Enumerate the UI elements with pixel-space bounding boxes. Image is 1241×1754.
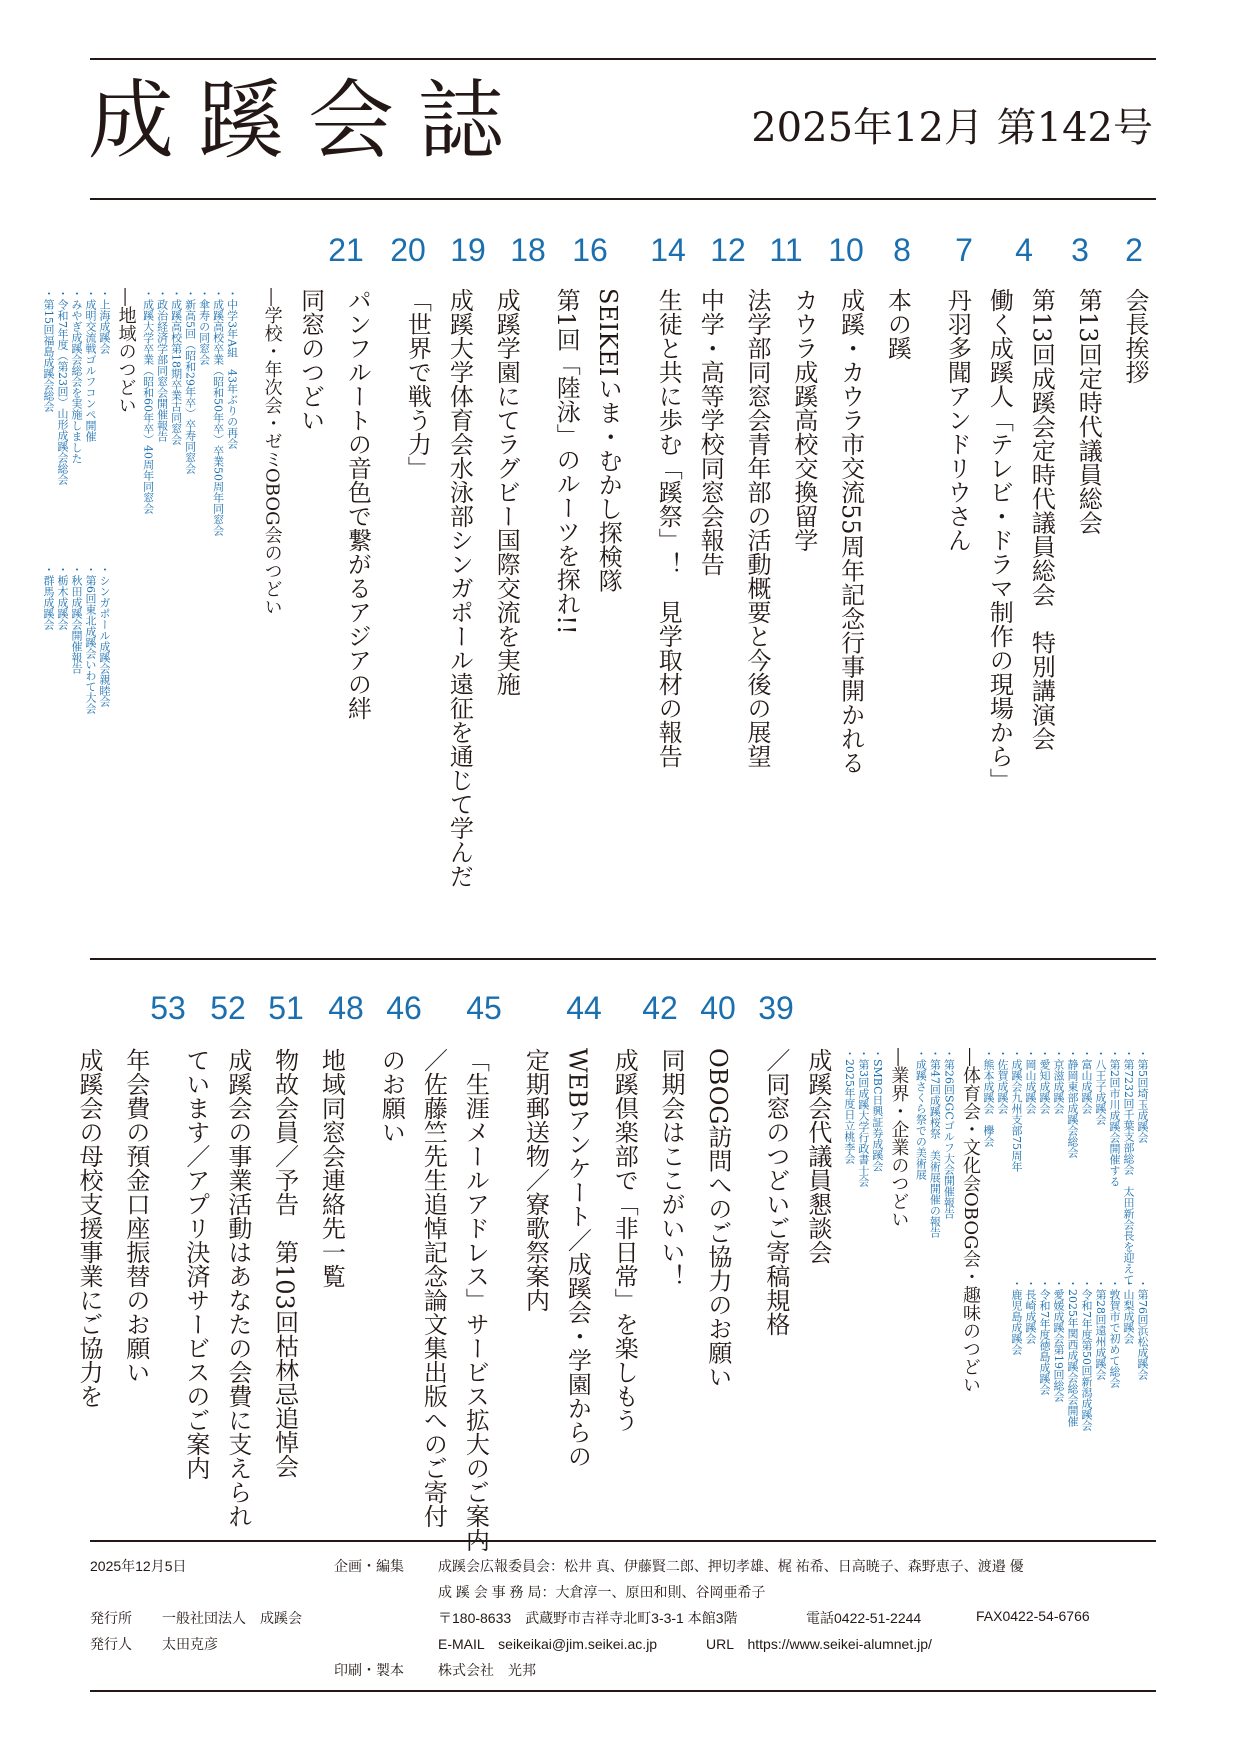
entry-line: OBOG訪問へのご協力のお願い (703, 1048, 732, 1389)
entry-line: WEBアンケート／成蹊会・学園からの (563, 1048, 592, 1468)
sub-item[interactable]: ・八王子成蹊会 (1094, 1048, 1107, 1125)
page-number[interactable]: 46 (386, 990, 422, 1026)
entry-line: ています／アプリ決済サービスのご案内 (181, 1048, 210, 1480)
page-number[interactable]: 48 (328, 990, 364, 1026)
sub-item[interactable]: ・2025年度日立桃李会 (842, 1048, 856, 1164)
sub-item[interactable]: ・成蹊大学卒業（昭和60年卒）40周年同窓会 (141, 288, 155, 514)
sub-item[interactable]: ・シンガポール成蹊会親睦会 (98, 564, 112, 707)
toc-entry[interactable] (883, 288, 912, 948)
sub-list (842, 1048, 884, 1518)
sub-item[interactable]: ・秋田成蹊会開催報告 (70, 564, 84, 674)
entry-line: パンフルートの音色で繋がるアジアの絆 (343, 288, 372, 720)
sub-item[interactable]: ・成蹊高校卒業（昭和50年卒）卒業50周年同窓会 (211, 288, 225, 536)
entry-line: 成蹊大学体育会水泳部シンガポール遠征を通じて学んだ (445, 288, 474, 888)
publisher: 一般社団法人 成蹊会 (162, 1610, 302, 1626)
page-number[interactable]: 7 (955, 232, 973, 268)
entry-line: 成蹊学園にてラグビー国際交流を実施 (492, 288, 521, 696)
sub-list (981, 1278, 1149, 1431)
toc-entry[interactable] (270, 1048, 299, 1518)
printer: 株式会社 光邦 (438, 1662, 536, 1678)
toc-entry[interactable] (317, 1048, 346, 1518)
entry-line: のお願い (377, 1048, 406, 1144)
page-number[interactable]: 42 (642, 990, 678, 1026)
page-number[interactable]: 40 (700, 990, 736, 1026)
top-page-numbers (0, 234, 1241, 274)
entry-line: 丹羽多聞アンドリウさん (943, 288, 972, 552)
toc-entry[interactable] (742, 288, 771, 948)
sub-item[interactable]: ・令和7年度第50回新潟成蹊会 (1080, 1278, 1093, 1431)
page-number[interactable]: 14 (650, 232, 686, 268)
sub-item[interactable]: ・成蹊さくら祭での美術展 (914, 1048, 928, 1180)
toc-entry-group[interactable] (363, 1048, 490, 1552)
url-link[interactable]: URL https://www.seikei-alumnet.jp/ (706, 1636, 932, 1652)
page-number[interactable]: 44 (566, 990, 602, 1026)
masthead-title: 成蹊会誌 (88, 71, 528, 171)
sub-item[interactable]: ・新高5回（昭和29年卒）卒寿同窓会 (183, 288, 197, 474)
fax: FAX0422-54-6766 (976, 1608, 1090, 1624)
sub-item[interactable]: ・第76回浜松成蹊会 (1136, 1278, 1149, 1380)
entry-line: 定期郵送物／寮歌祭案内 (521, 1048, 550, 1312)
entry-line: 成蹊倶楽部で「非日常」を楽しもう (610, 1048, 639, 1432)
sub-list (41, 564, 111, 714)
sub-item[interactable]: ・佐賀成蹊会 (996, 1048, 1009, 1114)
page-number[interactable]: 2 (1125, 232, 1143, 268)
page-number[interactable]: 8 (893, 232, 911, 268)
sub-item[interactable]: ・上海成蹊会 (98, 288, 112, 354)
sub-heading: ―地域のつどい (115, 288, 137, 414)
sub-item[interactable]: ・第28回遠州成蹊会 (1094, 1278, 1107, 1380)
page-number[interactable]: 3 (1071, 232, 1089, 268)
entry-line: ／同窓のつどいご寄稿規格 (761, 1048, 790, 1336)
sub-item[interactable]: ・2025年関西成蹊会総会開催 (1066, 1278, 1079, 1427)
sub-item[interactable]: ・政治経済学部同窓会開催報告 (155, 288, 169, 442)
sub-item[interactable]: ・静岡東部成蹊会総会 (1066, 1048, 1079, 1158)
sub-heading: ―業界・企業のつどい (888, 1048, 910, 1228)
sub-list (913, 1048, 955, 1518)
toc-entry[interactable] (609, 1048, 638, 1518)
publish-date: 2025年12月5日 (90, 1558, 187, 1574)
page-number[interactable]: 10 (828, 232, 864, 268)
entry-line: SEIKEIいま・むかし探検隊 (594, 288, 623, 593)
sub-item[interactable]: ・栃木成蹊会 (56, 564, 70, 630)
sub-item[interactable]: ・第7232回千葉支部総会 太田新会長を迎えて (1122, 1048, 1135, 1285)
sub-list (41, 288, 111, 548)
page-number[interactable]: 16 (572, 232, 608, 268)
toc-entry[interactable] (1120, 288, 1149, 948)
entry-line: 第13回定時代議員総会 (1074, 288, 1103, 535)
entry-line: 成蹊会の事業活動はあなたの会費に支えられ (223, 1048, 252, 1528)
sub-columns (41, 288, 111, 948)
toc-entry-group[interactable] (507, 1048, 591, 1518)
sub-item[interactable]: ・成蹊会九州支部75周年 (1010, 1048, 1023, 1172)
middle-rule (90, 958, 1156, 960)
entry-line: 中学・高等学校同窓会報告 (696, 288, 725, 576)
entry-line: 成蹊・カウラ市交流55周年記念行事開かれる (836, 288, 865, 775)
sub-item[interactable]: ・愛知成蹊会 (1038, 1048, 1051, 1114)
editorial-committee: 成蹊会広報委員会：松井 真、伊藤賢二郎、押切孝雄、梶 祐希、日高暁子、森野恵子、渡邉 優 (438, 1558, 1024, 1574)
email-link[interactable]: E-MAIL seikeikai@jim.seikei.ac.jp (438, 1636, 658, 1652)
toc-entry-group[interactable] (538, 288, 622, 948)
page-number[interactable]: 51 (268, 990, 304, 1026)
page-number[interactable]: 39 (758, 990, 794, 1026)
publisher-label: 発行所 (90, 1610, 132, 1626)
entry-line: 会長挨拶 (1121, 288, 1149, 384)
toc-entry-group[interactable] (253, 288, 325, 948)
page-number[interactable]: 45 (466, 990, 502, 1026)
sub-item[interactable]: ・令和7年度（第23回）山形成蹊会総会 (56, 288, 70, 485)
sub-item[interactable]: ・群馬成蹊会 (42, 564, 56, 630)
entry-line: 働く成蹊人「テレビ・ドラマ制作の現場から」 (985, 288, 1014, 792)
sub-columns (981, 1048, 1149, 1518)
toc-entry[interactable] (789, 288, 818, 948)
toc-bottom-columns (75, 1048, 1149, 1552)
page-number[interactable]: 12 (710, 232, 746, 268)
sub-item[interactable]: ・第26回SGCゴルフ大会開催報告 (942, 1048, 956, 1219)
printing-label: 印刷・製本 (334, 1662, 404, 1678)
toc-entry-group[interactable] (168, 1048, 252, 1528)
sub-item[interactable]: ・京滋成蹊会 (1052, 1048, 1065, 1114)
editing-label: 企画・編集 (334, 1558, 404, 1574)
page-number[interactable]: 52 (210, 990, 246, 1026)
entry-line: ／佐藤竺先生追悼記念論文集出版へのご寄付 (419, 1048, 448, 1528)
entry-line: 地域同窓会連絡先一覧 (317, 1048, 346, 1288)
entry-line: 物故会員／予告 第103回枯林忌追悼会 (270, 1048, 299, 1478)
entry-line: 第13回成蹊会定時代議員総会 特別講演会 (1027, 288, 1056, 751)
issuer-label: 発行人 (90, 1636, 132, 1652)
phone: 電話0422-51-2244 (806, 1610, 922, 1626)
sub-item[interactable]: ・第5回埼玉成蹊会 (1136, 1048, 1149, 1143)
toc-entry[interactable] (703, 1048, 732, 1518)
page-number[interactable]: 19 (450, 232, 486, 268)
sub-item[interactable]: ・長崎成蹊会 (1024, 1278, 1037, 1344)
sub-item[interactable]: ・第6回東北成蹊会いわて大会 (84, 564, 98, 714)
sub-item[interactable]: ・愛媛成蹊会第19回総会 (1052, 1278, 1065, 1402)
toc-entry[interactable] (656, 1048, 685, 1518)
toc-top-columns (42, 288, 1149, 948)
toc-entry-group[interactable] (640, 288, 724, 948)
sub-item[interactable]: ・鹿児島成蹊会 (1010, 1278, 1023, 1355)
toc-entry-group[interactable] (929, 288, 1055, 948)
colophon (90, 1548, 1156, 1722)
entry-line: 法学部同窓会青年部の活動概要と今後の展望 (743, 288, 772, 768)
sub-item[interactable]: ・令和7年度徳島成蹊会 (1038, 1278, 1051, 1395)
entry-line: 本の蹊 (883, 288, 912, 360)
toc-entry[interactable] (343, 288, 372, 948)
entry-line: 同窓のつどい (296, 288, 325, 432)
sub-item[interactable]: ・富山成蹊会 (1080, 1048, 1093, 1114)
issuer: 太田克彦 (162, 1636, 218, 1652)
sub-item[interactable]: ・熊本成蹊会 欅会 (982, 1048, 995, 1147)
sub-item[interactable]: ・成蹊高校第18期卒業古同窓会 (169, 288, 183, 445)
toc-entry[interactable] (836, 288, 865, 948)
sub-item[interactable]: ・第3回成蹊大学行政書士会 (856, 1048, 870, 1187)
header-rule (90, 198, 1156, 200)
entry-line: 成蹊会代議員懇談会 (803, 1048, 832, 1264)
sub-list (141, 288, 239, 948)
sub-item[interactable]: ・第15回福島成蹊会総会 (42, 288, 56, 412)
sub-item[interactable]: ・第47回成蹊桜祭 美術展開催の報告 (928, 1048, 942, 1238)
sub-heading: ―体育会・文化会OBOG会・趣味のつどい (960, 1048, 981, 1394)
toc-entry-group[interactable] (389, 288, 473, 948)
bottom-rule (90, 1690, 1156, 1692)
office-staff: 成 蹊 会 事 務 局：大倉淳一、原田和則、谷岡亜希子 (438, 1584, 766, 1600)
sub-item[interactable]: ・第2回市川成蹊会開催する (1108, 1048, 1121, 1187)
issue-date: 2025年12月 第142号 (751, 105, 1153, 151)
page-number[interactable]: 4 (1015, 232, 1033, 268)
page-number[interactable]: 21 (328, 232, 364, 268)
sub-item[interactable]: ・SMBC日興証券成蹊会 (870, 1048, 884, 1172)
entry-line: 第1回「陸泳」のルーツを探れ!! (552, 288, 581, 635)
sub-item[interactable]: ・みやぎ成蹊会総会を実施しました (70, 288, 84, 464)
entry-line: 成蹊会の母校支援事業にご協力を (75, 1048, 104, 1408)
bottom-page-numbers (0, 992, 1241, 1032)
sub-item[interactable]: ・中学3年A組 43年ぶりの再会 (225, 288, 239, 449)
sub-item[interactable]: ・傘寿の同窓会 (197, 288, 211, 365)
top-rule (90, 58, 1156, 60)
toc-entry[interactable] (1073, 288, 1102, 948)
page-number[interactable]: 18 (510, 232, 546, 268)
sub-list (981, 1048, 1149, 1285)
entry-line: ―学校・年次会・ゼミOBOG会のつどい (261, 288, 283, 616)
toc-entry[interactable] (74, 1048, 103, 1518)
sub-item[interactable]: ・成明交流戦ゴルフコンペ開催 (84, 288, 98, 442)
address: 〒180-8633 武蔵野市吉祥寺北町3-3-1 本館3階 (438, 1610, 738, 1626)
entry-line: 同期会はここがいい！ (657, 1048, 686, 1288)
entry-line: カウラ成蹊高校交換留学 (789, 288, 818, 552)
page-number[interactable]: 20 (390, 232, 426, 268)
footer-top-rule (90, 1540, 1156, 1542)
sub-item[interactable]: ・山梨成蹊会 (1122, 1278, 1135, 1344)
entry-line: 生徒と共に歩む「蹊祭」！ 見学取材の報告 (654, 288, 683, 768)
entry-line: 年会費の預金口座振替のお願い (121, 1048, 150, 1384)
toc-entry[interactable] (491, 288, 520, 948)
entry-line: 「世界で戦う力」 (403, 288, 432, 480)
toc-entry-group[interactable] (748, 1048, 832, 1518)
sub-item[interactable]: ・岡山成蹊会 (1024, 1048, 1037, 1114)
sub-item[interactable]: ・敦賀市で初めて総会 (1108, 1278, 1121, 1388)
entry-line: 「生涯メールアドレス」サービス拡大のご案内 (461, 1048, 490, 1552)
page-number[interactable]: 11 (769, 232, 803, 268)
page-number[interactable]: 53 (150, 990, 186, 1026)
toc-entry[interactable] (121, 1048, 150, 1518)
